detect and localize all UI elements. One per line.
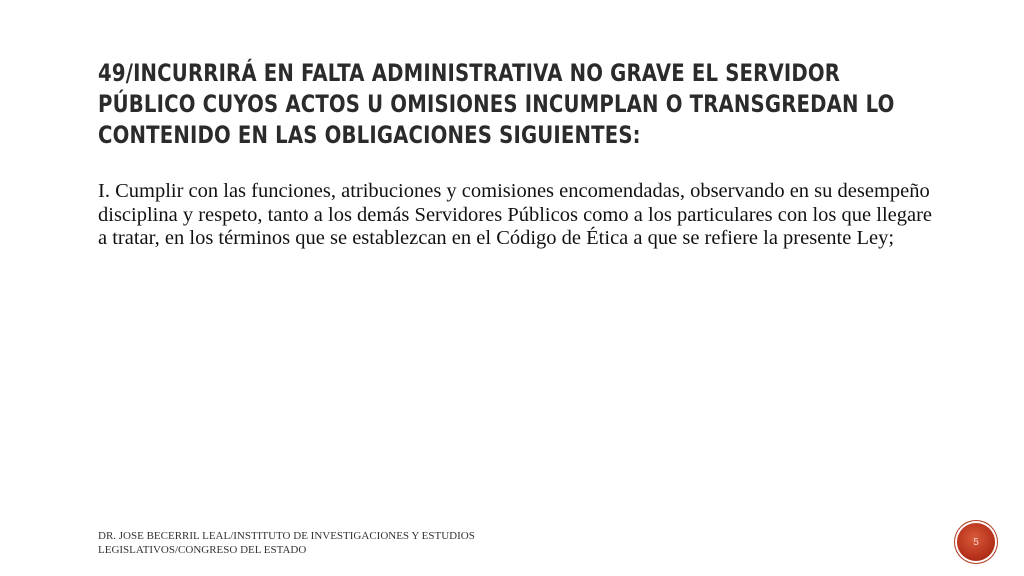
page-number-badge [957,523,995,561]
page-number: 5 [973,536,979,548]
slide-body-text: I. Cumplir con las funciones, atribuciones y comisiones encomendadas, observando en su desempeño disciplina y respeto, tanto a los demás Servidores Públicos como a los particulares con los que llegare a tratar, en los términos que se establezcan en el Código de Ética a que se refiere la presente Ley; [98,180,933,249]
slide-footer: DR. JOSE BECERRIL LEAL/INSTITUTO DE INVESTIGACIONES Y ESTUDIOS LEGISLATIVOS/CONGRESO DEL ESTADO [98,530,475,556]
slide-title: 49/INCURRIRÁ EN FALTA ADMINISTRATIVA NO GRAVE EL SERVIDOR PÚBLICO CUYOS ACTOS U OMISIONES INCUMPLAN O TRANSGREDAN LO CONTENIDO EN LAS OBLIGACIONES SIGUIENTES: [98,59,895,149]
